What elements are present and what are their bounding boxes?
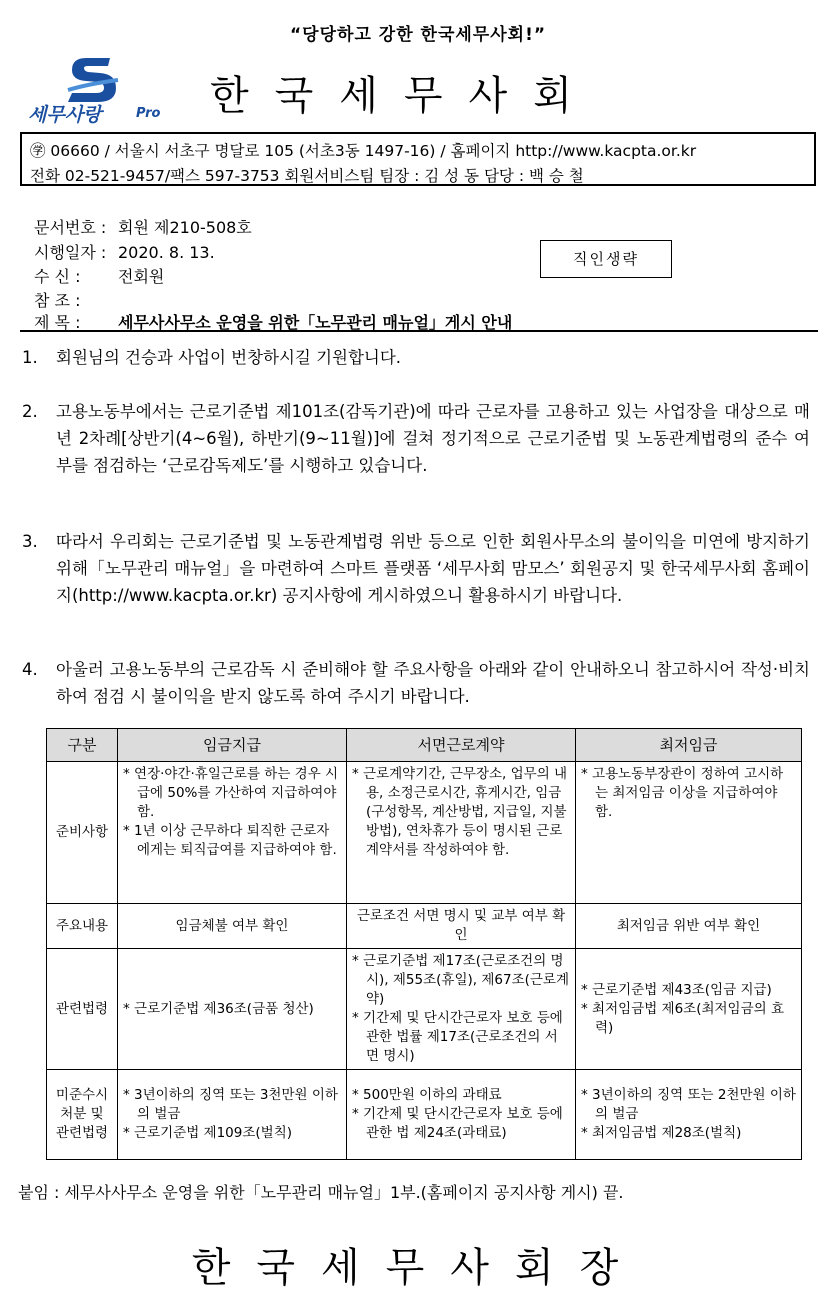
org-title: 한국세무사회 (210, 73, 598, 119)
bullet-item: * 3년이하의 징역 또는 3천만원 이하의 벌금 (123, 1087, 338, 1122)
issue-date: 2020. 8. 13. (118, 243, 215, 262)
subject-label: 제 목 : (34, 313, 81, 332)
doc-number-row (34, 215, 252, 238)
reference-row (34, 288, 118, 311)
row-label: 미준수시 처분 및 관련법령 (47, 1070, 118, 1160)
recipient-label: 수 신 : (34, 267, 81, 286)
date-label: 시행일자 : (34, 243, 107, 262)
subject: 세무사사무소 운영을 위한「노무관리 매뉴얼」게시 안내 (118, 313, 513, 332)
table-cell (347, 762, 576, 904)
paragraph-2 (22, 398, 810, 479)
bullet-item: * 근로기준법 제109조(벌칙) (123, 1125, 293, 1141)
table-header-row (47, 729, 802, 762)
recipient: 전회원 (118, 267, 165, 286)
table-cell (347, 1070, 576, 1160)
recipient-row (34, 264, 164, 287)
seal-omitted-stamp: 직인생략 (540, 240, 672, 278)
table-row (47, 904, 802, 949)
bullet-item: * 근로계약기간, 근무장소, 업무의 내용, 소정근로시간, 휴게시간, 임금(구성항목, 계산방법, 지급일, 지불방법), 연차휴가 등이 명시된 근로계약서를 작성하여야 함. (352, 766, 568, 858)
table-row (47, 949, 802, 1070)
bullet-item: * 기간제 및 단시간근로자 보호 등에 관한 법률 제17조(근로조건의 서면 명시) (352, 1010, 563, 1064)
logo-brand-text: 세무사랑 (28, 104, 102, 126)
table-cell: 근로조건 서면 명시 및 교부 여부 확인 (347, 904, 576, 949)
paragraph-number: 3. (22, 532, 38, 551)
paragraph-1 (22, 344, 810, 371)
paragraph-number: 1. (22, 348, 38, 367)
bullet-item: * 기간제 및 단시간근로자 보호 등에 관한 법 제24조(과태료) (352, 1106, 563, 1141)
inspection-table (46, 728, 802, 1160)
signature-title: 한국세무사회장 (191, 1245, 645, 1291)
slogan: “당당하고 강한 한국세무사회!” (290, 25, 546, 45)
table-header: 구분 (47, 729, 118, 762)
bullet-item: * 근로기준법 제17조(근로조건의 명시), 제55조(휴일), 제67조(근로계약) (352, 953, 569, 1007)
attachment-note: 붙임 : 세무사사무소 운영을 위한「노무관리 매뉴얼」1부.(홈페이지 공지사항 게시) 끝. (18, 1183, 624, 1202)
bullet-item: * 근로기준법 제36조(금품 청산) (123, 1000, 314, 1017)
table-cell: 임금체불 여부 확인 (118, 904, 347, 949)
subject-divider (20, 330, 818, 332)
semusarang-logo (28, 50, 168, 128)
table-row (47, 762, 802, 904)
row-label: 주요내용 (47, 904, 118, 949)
bullet-item: * 500만원 이하의 과태료 (352, 1087, 502, 1103)
date-row (34, 240, 215, 263)
table-header: 최저임금 (576, 729, 802, 762)
contact-line: 전화 02-521-9457/팩스 597-3753 회원서비스팀 팀장 : 김 성 동 담당 : 백 승 철 (30, 167, 584, 185)
logo-sub-text: Pro (136, 106, 161, 121)
bullet-item: * 근로기준법 제43조(임금 지급) (581, 981, 772, 998)
doc-number: 회원 제210-508호 (118, 218, 252, 237)
bullet-item: * 3년이하의 징역 또는 2천만원 이하의 벌금 (581, 1087, 796, 1122)
bullet-item: * 고용노동부장관이 정하여 고시하는 최저임금 이상을 지급하여야 함. (581, 766, 784, 820)
bullet-item: * 1년 이상 근무하다 퇴직한 근로자에게는 퇴직급여를 지급하여야 함. (123, 823, 337, 858)
contact-info-box (20, 132, 816, 186)
paragraph-number: 2. (22, 402, 38, 421)
table-cell: 최저임금 위반 여부 확인 (576, 904, 802, 949)
bullet-item: * 최저임금법 제6조(최저임금의 효력) (581, 1000, 785, 1036)
table-cell (576, 949, 802, 1070)
paragraph-3 (22, 528, 810, 609)
row-label: 관련법령 (47, 949, 118, 1070)
reference-label: 참 조 : (34, 291, 81, 310)
bullet-item: * 최저임금법 제28조(벌칙) (581, 1125, 742, 1141)
table-row (47, 1070, 802, 1160)
paragraph-text: 아울러 고용노동부의 근로감독 시 준비해야 할 주요사항을 아래와 같이 안내하오니 참고하시어 작성·비치하여 점검 시 불이익을 받지 않도록 하여 주시기 바랍니다. (56, 660, 810, 706)
row-label: 준비사항 (47, 762, 118, 904)
table-header: 임금지급 (118, 729, 347, 762)
table-cell (118, 762, 347, 904)
bullet-item: * 연장·야간·휴일근로를 하는 경우 시급에 50%를 가산하여 지급하여야 함. (123, 766, 339, 820)
table-header: 서면근로계약 (347, 729, 576, 762)
table-cell (118, 949, 347, 1070)
paragraph-text: 따라서 우리회는 근로기준법 및 노동관계법령 위반 등으로 인한 회원사무소의 불이익을 미연에 방지하기 위해「노무관리 매뉴얼」을 마련하여 스마트 플랫폼 ‘세무사회 맘모스’ 회원공지 및 한국세무사회 홈페이지(http://www.kacpta.or.kr) 공지사항에 게시하였으니 활용하시기 바랍니다. (56, 532, 810, 605)
table-cell (118, 1070, 347, 1160)
paragraph-number: 4. (22, 660, 38, 679)
table-cell (576, 762, 802, 904)
paragraph-4 (22, 656, 810, 710)
doc-number-label: 문서번호 : (34, 218, 107, 237)
paragraph-text: 고용노동부에서는 근로기준법 제101조(감독기관)에 따라 근로자를 고용하고 있는 사업장을 대상으로 매년 2차례[상반기(4~6월), 하반기(9~11월)]에 걸쳐 정기적으로 근로기준법 및 노동관계법령의 준수 여부를 점검하는 ‘근로감독제도’를 시행하고 있습니다. (56, 402, 810, 475)
table-cell (576, 1070, 802, 1160)
address-line: ㊫ 06660 / 서울시 서초구 명달로 105 (서초3동 1497-16) / 홈페이지 http://www.kacpta.or.kr (30, 142, 697, 160)
paragraph-text: 회원님의 건승과 사업이 번창하시길 기원합니다. (56, 348, 402, 367)
table-cell (347, 949, 576, 1070)
